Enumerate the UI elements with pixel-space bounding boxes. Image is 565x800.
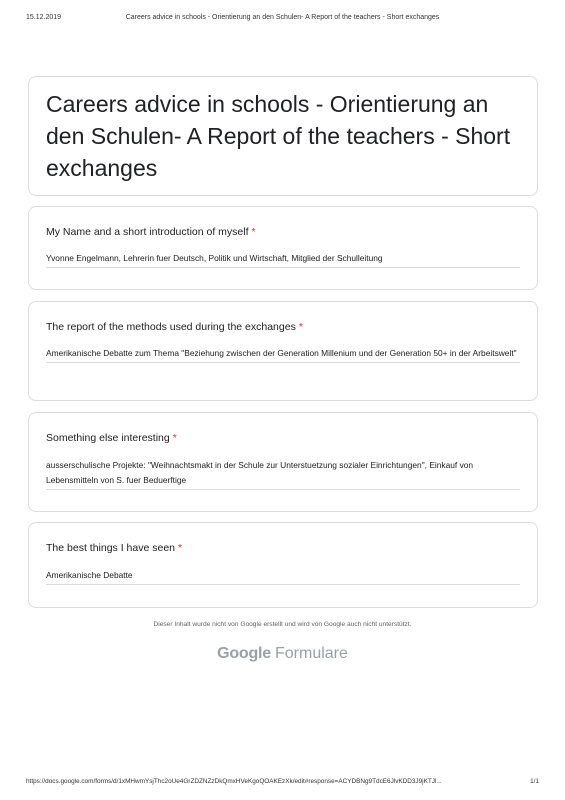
disclaimer: Dieser Inhalt wurde nicht von Google erstellt und wird von Google auch nicht unterstützt. [153,621,412,628]
answer-text: Yvonne Engelmann, Lehrerin fuer Deutsch, Politik und Wirtschaft, Mitglied der Schulleitung [46,251,520,268]
required-marker: * [172,432,177,444]
required-marker: * [251,226,256,238]
question-text: Something else interesting [46,432,170,444]
print-date: 15.12.2019 [26,14,62,21]
form-title: Careers advice in schools - Orientierung an den Schulen- A Report of the teachers - Short exchanges [46,91,511,181]
answer-text: Amerikanische Debatte zum Thema "Beziehung zwischen der Generation Millenium und der Generation 50+ in der Arbeitswelt" [46,346,520,363]
question-label [46,431,177,445]
question-label [46,225,256,239]
required-marker: * [298,321,303,333]
question-text: The best things I have seen [46,542,175,554]
question-card-something-else [28,412,538,512]
question-text: The report of the methods used during the exchanges [46,321,296,333]
question-card-best-things [28,522,538,608]
question-label [46,320,303,334]
required-marker: * [178,542,183,554]
answer-text: ausserschulische Projekte: "Weihnachtsmakt in der Schule zur Unterstuetzung sozialer Einrichtungen", Einkauf von Lebensmitteln von S. fuer Beduerftige [46,458,520,490]
question-label [46,541,182,555]
print-header [26,14,539,24]
print-document-title: Careers advice in schools - Orientierung an den Schulen- A Report of the teachers - Short exchanges [125,14,440,21]
google-wordmark: Google [217,645,271,662]
page-number: 1/1 [530,778,539,785]
answer-text: Amerikanische Debatte [46,568,520,585]
print-url: https://docs.google.com/forms/d/1xMHwmYsjThc2oUe4GrZDZNZzDkQmxHVeKgoQOAKEzXk/edit#response=ACYDBNg9TdcE6JlvKDD3J9jKTJl... [26,778,442,785]
product-name: Formulare [275,645,348,662]
print-footer [26,778,539,788]
question-card-introduction [28,206,538,290]
question-card-methods [28,301,538,401]
form-title-card [28,76,538,196]
google-forms-logo[interactable] [0,645,565,663]
question-text: My Name and a short introduction of myself [46,226,249,238]
